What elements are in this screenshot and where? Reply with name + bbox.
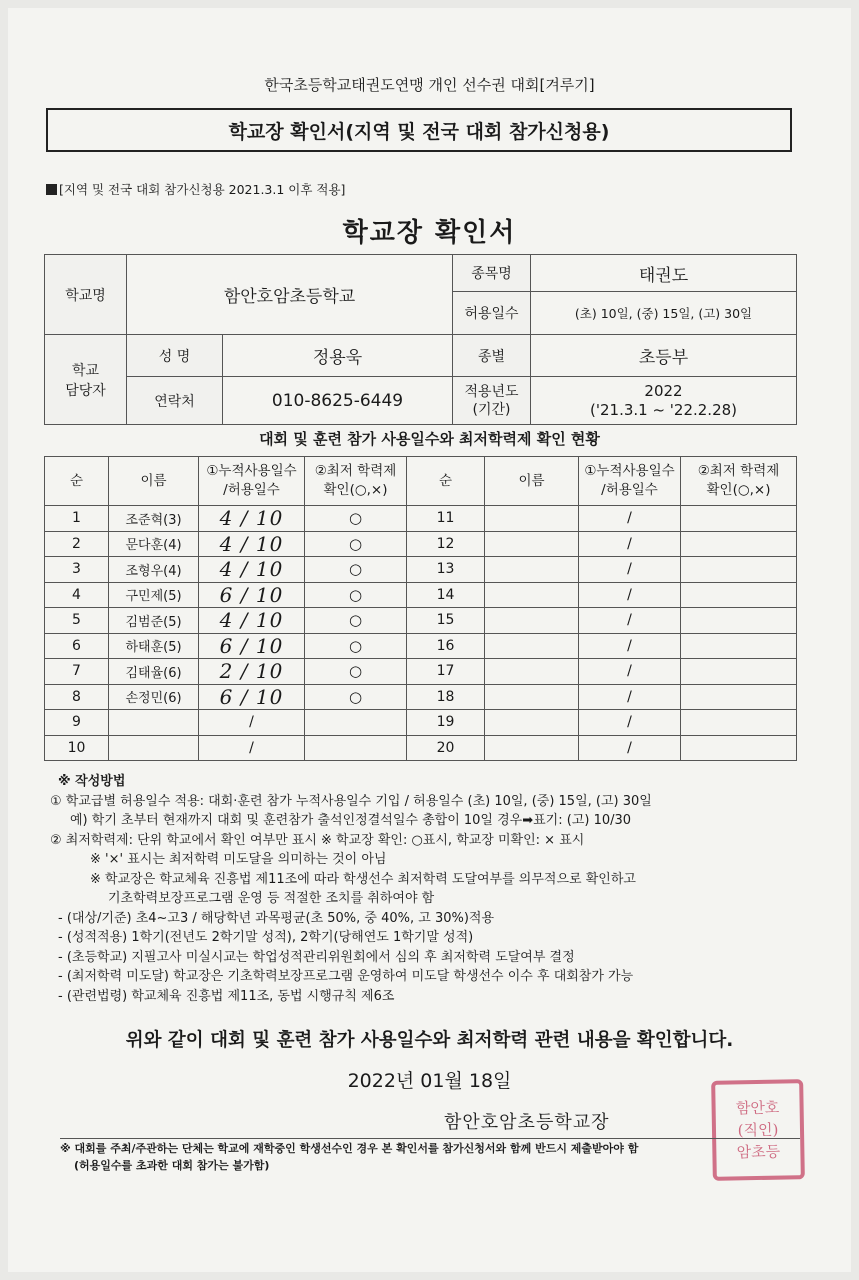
header-no-right: 순	[407, 457, 485, 506]
days-used-cell: 4 / 10	[199, 531, 305, 557]
row-number: 3	[45, 557, 109, 583]
days-used-cell: /	[579, 735, 681, 761]
header-grade-left	[305, 457, 407, 506]
grade-check-cell	[305, 735, 407, 761]
table-row	[45, 506, 797, 532]
year-value	[531, 377, 797, 425]
grade-check-cell: ○	[305, 506, 407, 532]
instruction-line: ② 최저학력제: 단위 학교에서 확인 여부만 표시 ※ 학교장 확인: ○표시, 학교장 미확인: × 표시	[50, 832, 585, 848]
grade-check-cell	[305, 710, 407, 736]
student-name	[485, 684, 579, 710]
manager-label-line2: 담당자	[65, 382, 106, 399]
header-days-left	[199, 457, 305, 506]
days-used-cell: 6 / 10	[199, 684, 305, 710]
square-bullet-icon	[46, 184, 57, 195]
header-grade-right	[681, 457, 797, 506]
row-number: 5	[45, 608, 109, 634]
grade-check-cell: ○	[305, 633, 407, 659]
table-row	[45, 735, 797, 761]
header-grade-line2: 확인(○,×)	[323, 482, 388, 498]
table-row	[45, 582, 797, 608]
row-number: 16	[407, 633, 485, 659]
instruction-line: - (관련법령) 학교체육 진흥법 제11조, 동법 시행규칙 제6조	[58, 988, 395, 1004]
days-used-cell: 6 / 10	[199, 582, 305, 608]
student-name	[485, 506, 579, 532]
header-name-right: 이름	[485, 457, 579, 506]
student-name: 조형우(4)	[109, 557, 199, 583]
roster-table	[44, 456, 797, 761]
writing-instructions	[50, 772, 800, 1006]
student-name	[485, 608, 579, 634]
roster-header-row	[45, 457, 797, 506]
student-name	[485, 582, 579, 608]
row-number: 17	[407, 659, 485, 685]
days-used-cell: 6 / 10	[199, 633, 305, 659]
name-value: 정용욱	[223, 335, 453, 377]
event-title: 한국초등학교태권도연맹 개인 선수권 대회[겨루기]	[264, 76, 595, 94]
grade-check-cell	[681, 710, 797, 736]
days-used-cell: /	[579, 557, 681, 583]
row-number: 8	[45, 684, 109, 710]
days-used-cell: /	[579, 531, 681, 557]
grade-check-cell: ○	[305, 608, 407, 634]
row-number: 7	[45, 659, 109, 685]
instruction-line: 기초학력보장프로그램 운영 등 적절한 조치를 취하여야 함	[108, 891, 435, 906]
row-number: 12	[407, 531, 485, 557]
header-grade-line1: ②최저 학력제	[314, 463, 397, 479]
days-used-cell: 4 / 10	[199, 557, 305, 583]
header-days-right	[579, 457, 681, 506]
row-number: 11	[407, 506, 485, 532]
student-name	[109, 710, 199, 736]
days-used-cell: /	[199, 735, 305, 761]
table-row	[45, 608, 797, 634]
grade-check-cell	[681, 608, 797, 634]
principal-signature-line: 함안호암초등학교장	[444, 1112, 610, 1133]
instruction-line: - (성적적용) 1학기(전년도 2학기말 성적), 2학기(당해연도 1학기말 성적)	[58, 930, 474, 945]
issue-date: 2022년 01월 18일	[347, 1070, 512, 1092]
days-used-cell: 2 / 10	[199, 659, 305, 685]
days-used-cell: /	[579, 684, 681, 710]
seal-text-2: (직인)	[737, 1120, 779, 1140]
student-name: 김범준(5)	[109, 608, 199, 634]
table-row	[45, 557, 797, 583]
student-name	[485, 735, 579, 761]
grade-check-cell	[681, 582, 797, 608]
instruction-line: 예) 학기 초부터 현재까지 대회 및 훈련참가 출석인정결석일수 총합이 10일 경우➡표기: (고) 10/30	[70, 813, 632, 828]
form-title-box: 학교장 확인서(지역 및 전국 대회 참가신청용)	[46, 108, 792, 152]
row-number: 9	[45, 710, 109, 736]
grade-check-cell	[681, 633, 797, 659]
days-used-cell: /	[579, 659, 681, 685]
grade-check-cell	[681, 684, 797, 710]
instruction-line: ※ 학교장은 학교체육 진흥법 제11조에 따라 학생선수 최저학력 도달여부를 의무적으로 확인하고	[90, 871, 636, 887]
header-days-line2: /허용일수	[601, 482, 658, 498]
seal-text-1: 함안호	[735, 1098, 780, 1118]
student-name	[485, 633, 579, 659]
student-name	[485, 710, 579, 736]
instruction-line: ※ '×' 표시는 최저학력 미도달을 의미하는 것이 아님	[90, 852, 387, 867]
instruction-line: - (대상/기준) 초4~고3 / 해당학년 과목평균(초 50%, 중 40%, 고 30%)적용	[58, 910, 495, 926]
days-used-cell: /	[579, 608, 681, 634]
sport-label: 종목명	[453, 255, 531, 292]
student-name: 구민제(5)	[109, 582, 199, 608]
student-name: 손정민(6)	[109, 684, 199, 710]
table-row	[45, 531, 797, 557]
days-used-cell: 4 / 10	[199, 608, 305, 634]
grade-check-cell	[681, 531, 797, 557]
seal-text-3: 암초등	[736, 1142, 781, 1162]
student-name: 하태훈(5)	[109, 633, 199, 659]
student-name: 문다훈(4)	[109, 531, 199, 557]
row-number: 2	[45, 531, 109, 557]
grade-check-cell: ○	[305, 582, 407, 608]
student-name	[109, 735, 199, 761]
year-value-line2: ('21.3.1 ~ '22.2.28)	[590, 400, 738, 419]
manager-label	[45, 335, 127, 425]
year-label-line2: (기간)	[472, 401, 511, 418]
grade-check-cell	[681, 506, 797, 532]
school-label: 학교명	[45, 255, 127, 335]
allowed-days-label: 허용일수	[453, 292, 531, 335]
table-row	[45, 633, 797, 659]
days-used-cell: /	[199, 710, 305, 736]
division-value: 초등부	[531, 335, 797, 377]
row-number: 14	[407, 582, 485, 608]
footnote-line: ※ 대회를 주최/주관하는 단체는 학교에 재학중인 학생선수인 경우 본 확인서를 참가신청서와 함께 반드시 제출받아야 함	[60, 1142, 639, 1155]
year-value-line1: 2022	[644, 381, 683, 400]
footnote-divider	[60, 1138, 800, 1139]
student-name: 조준혁(3)	[109, 506, 199, 532]
apply-note	[46, 180, 345, 198]
row-number: 20	[407, 735, 485, 761]
header-days-line1: ①누적사용일수	[584, 463, 675, 479]
grade-check-cell: ○	[305, 684, 407, 710]
instruction-line: - (최저학력 미도달) 학교장은 기초학력보장프로그램 운영하여 미도달 학생선수 이수 후 대회참가 가능	[58, 969, 634, 984]
name-label: 성 명	[127, 335, 223, 377]
table-row	[45, 710, 797, 736]
grade-check-cell	[681, 557, 797, 583]
student-name	[485, 531, 579, 557]
days-used-cell: /	[579, 582, 681, 608]
year-label-line1: 적용년도	[464, 383, 519, 400]
row-number: 6	[45, 633, 109, 659]
grade-check-cell	[681, 735, 797, 761]
confirmation-statement: 위와 같이 대회 및 훈련 참가 사용일수와 최저학력 관련 내용을 확인합니다.	[125, 1030, 734, 1051]
apply-note-text: [지역 및 전국 대회 참가신청용 2021.3.1 이후 적용]	[59, 182, 346, 197]
header-days-line2: /허용일수	[223, 482, 280, 498]
contact-value: 010-8625-6449	[223, 377, 453, 425]
row-number: 15	[407, 608, 485, 634]
contact-label: 연락처	[127, 377, 223, 425]
footnote-line: (허용일수를 초과한 대회 참가는 불가함)	[74, 1159, 270, 1172]
row-number: 1	[45, 506, 109, 532]
sport-value: 태권도	[531, 255, 797, 292]
year-label	[453, 377, 531, 425]
grade-check-cell: ○	[305, 557, 407, 583]
instruction-line: - (초등학교) 지필고사 미실시교는 학업성적관리위원회에서 심의 후 최저학력 도달여부 결정	[58, 949, 575, 965]
grade-check-cell: ○	[305, 531, 407, 557]
row-number: 13	[407, 557, 485, 583]
student-name	[485, 659, 579, 685]
student-name	[485, 557, 579, 583]
row-number: 10	[45, 735, 109, 761]
document-title: 학교장 확인서	[342, 218, 517, 248]
header-grade-line2: 확인(○,×)	[706, 482, 771, 498]
school-info-table	[44, 254, 797, 425]
days-used-cell: /	[579, 710, 681, 736]
header-days-line1: ①누적사용일수	[206, 463, 297, 479]
header-grade-line1: ②최저 학력제	[697, 463, 780, 479]
row-number: 4	[45, 582, 109, 608]
status-title: 대회 및 훈련 참가 사용일수와 최저학력제 확인 현황	[259, 430, 600, 448]
header-name-left: 이름	[109, 457, 199, 506]
table-row	[45, 684, 797, 710]
days-used-cell: 4 / 10	[199, 506, 305, 532]
instructions-title: ※ 작성방법	[58, 774, 126, 789]
days-used-cell: /	[579, 633, 681, 659]
manager-label-line1: 학교	[71, 362, 100, 379]
table-row	[45, 659, 797, 685]
row-number: 18	[407, 684, 485, 710]
school-value: 함안호암초등학교	[127, 255, 453, 335]
header-no-left: 순	[45, 457, 109, 506]
grade-check-cell: ○	[305, 659, 407, 685]
row-number: 19	[407, 710, 485, 736]
grade-check-cell	[681, 659, 797, 685]
allowed-days-value: (초) 10일, (중) 15일, (고) 30일	[531, 292, 797, 335]
student-name: 김태율(6)	[109, 659, 199, 685]
days-used-cell: /	[579, 506, 681, 532]
division-label: 종별	[453, 335, 531, 377]
instruction-line: ① 학교급별 허용일수 적용: 대회·훈련 참가 누적사용일수 기입 / 허용일수 (초) 10일, (중) 15일, (고) 30일	[50, 793, 652, 809]
footnote	[60, 1140, 800, 1174]
